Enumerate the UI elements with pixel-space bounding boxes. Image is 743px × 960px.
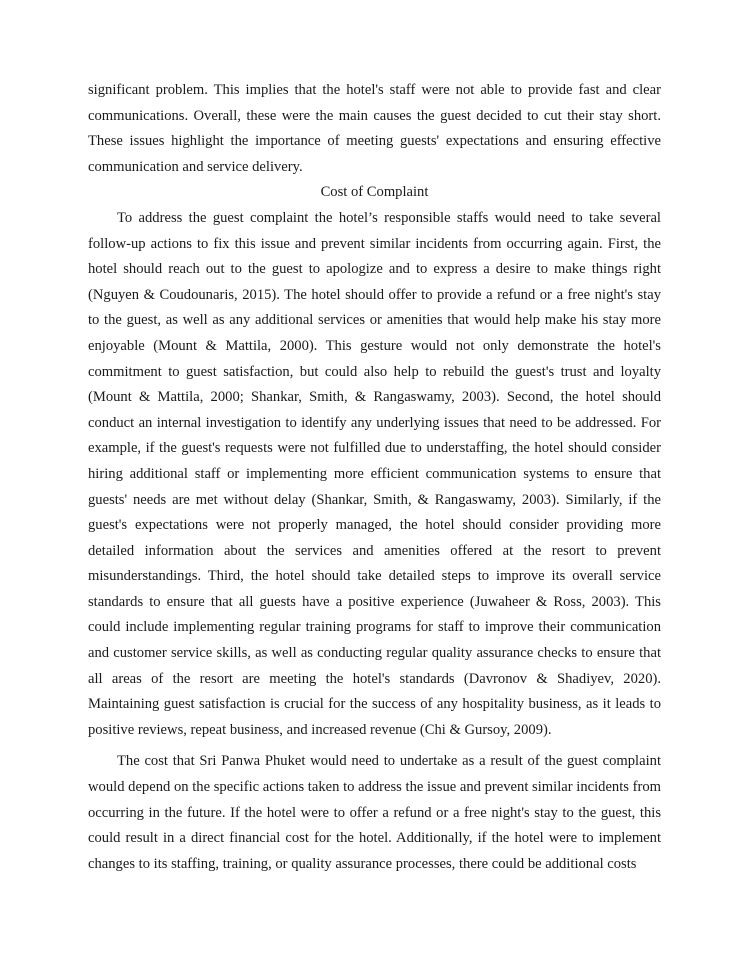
- section-heading: Cost of Complaint: [320, 184, 429, 201]
- body-paragraph-2: The cost that Sri Panwa Phuket would need to undertake as a result of the guest complaint would depend on the specific actions taken to address the issue and prevent similar incidents from occurring in the future. If the hotel were to offer a refund or a free night's stay to the guest, this could result in a direct financial cost for the hotel. Additionally, if the hotel were to implement changes to its staffing, training, or quality assurance processes, there could be additional costs: [88, 753, 661, 872]
- continued-paragraph: significant problem. This implies that the hotel's staff were not able to provide fast and clear communications. Overall, these were the main causes the guest decided to cut their stay short. These issues highlight the importance of meeting guests' expectations and ensuring effective communication and service delivery.: [88, 82, 661, 175]
- document-page: [88, 78, 661, 877]
- body-paragraph-1: To address the guest complaint the hotel’s responsible staffs would need to take several follow-up actions to fix this issue and prevent similar incidents from occurring again. First, the hotel should reach out to the guest to apologize and to express a desire to make things right (Nguyen & Coudounaris, 2015). The hotel should offer to provide a refund or a free night's stay to the guest, as well as any additional services or amenities that would help make his stay more enjoyable (Mount & Mattila, 2000). This gesture would not only demonstrate the hotel's commitment to guest satisfaction, but could also help to rebuild the guest's trust and loyalty (Mount & Mattila, 2000; Shankar, Smith, & Rangaswamy, 2003). Second, the hotel should conduct an internal investigation to identify any underlying issues that need to be addressed. For example, if the guest's requests were not fulfilled due to understaffing, the hotel should consider hiring additional staff or implementing more efficient communication systems to ensure that guests' needs are met without delay (Shankar, Smith, & Rangaswamy, 2003). Similarly, if the guest's expectations were not properly managed, the hotel should consider providing more detailed information about the services and amenities offered at the resort to prevent misunderstandings. Third, the hotel should take detailed steps to improve its overall service standards to ensure that all guests have a positive experience (Juwaheer & Ross, 2003). This could include implementing regular training programs for staff to improve their communication and customer service skills, as well as conducting regular quality assurance checks to ensure that all areas of the resort are meeting the hotel's standards (Davronov & Shadiyev, 2020). Maintaining guest satisfaction is crucial for the success of any hospitality business, as it leads to positive reviews, repeat business, and increased revenue (Chi & Gursoy, 2009).: [88, 209, 661, 738]
